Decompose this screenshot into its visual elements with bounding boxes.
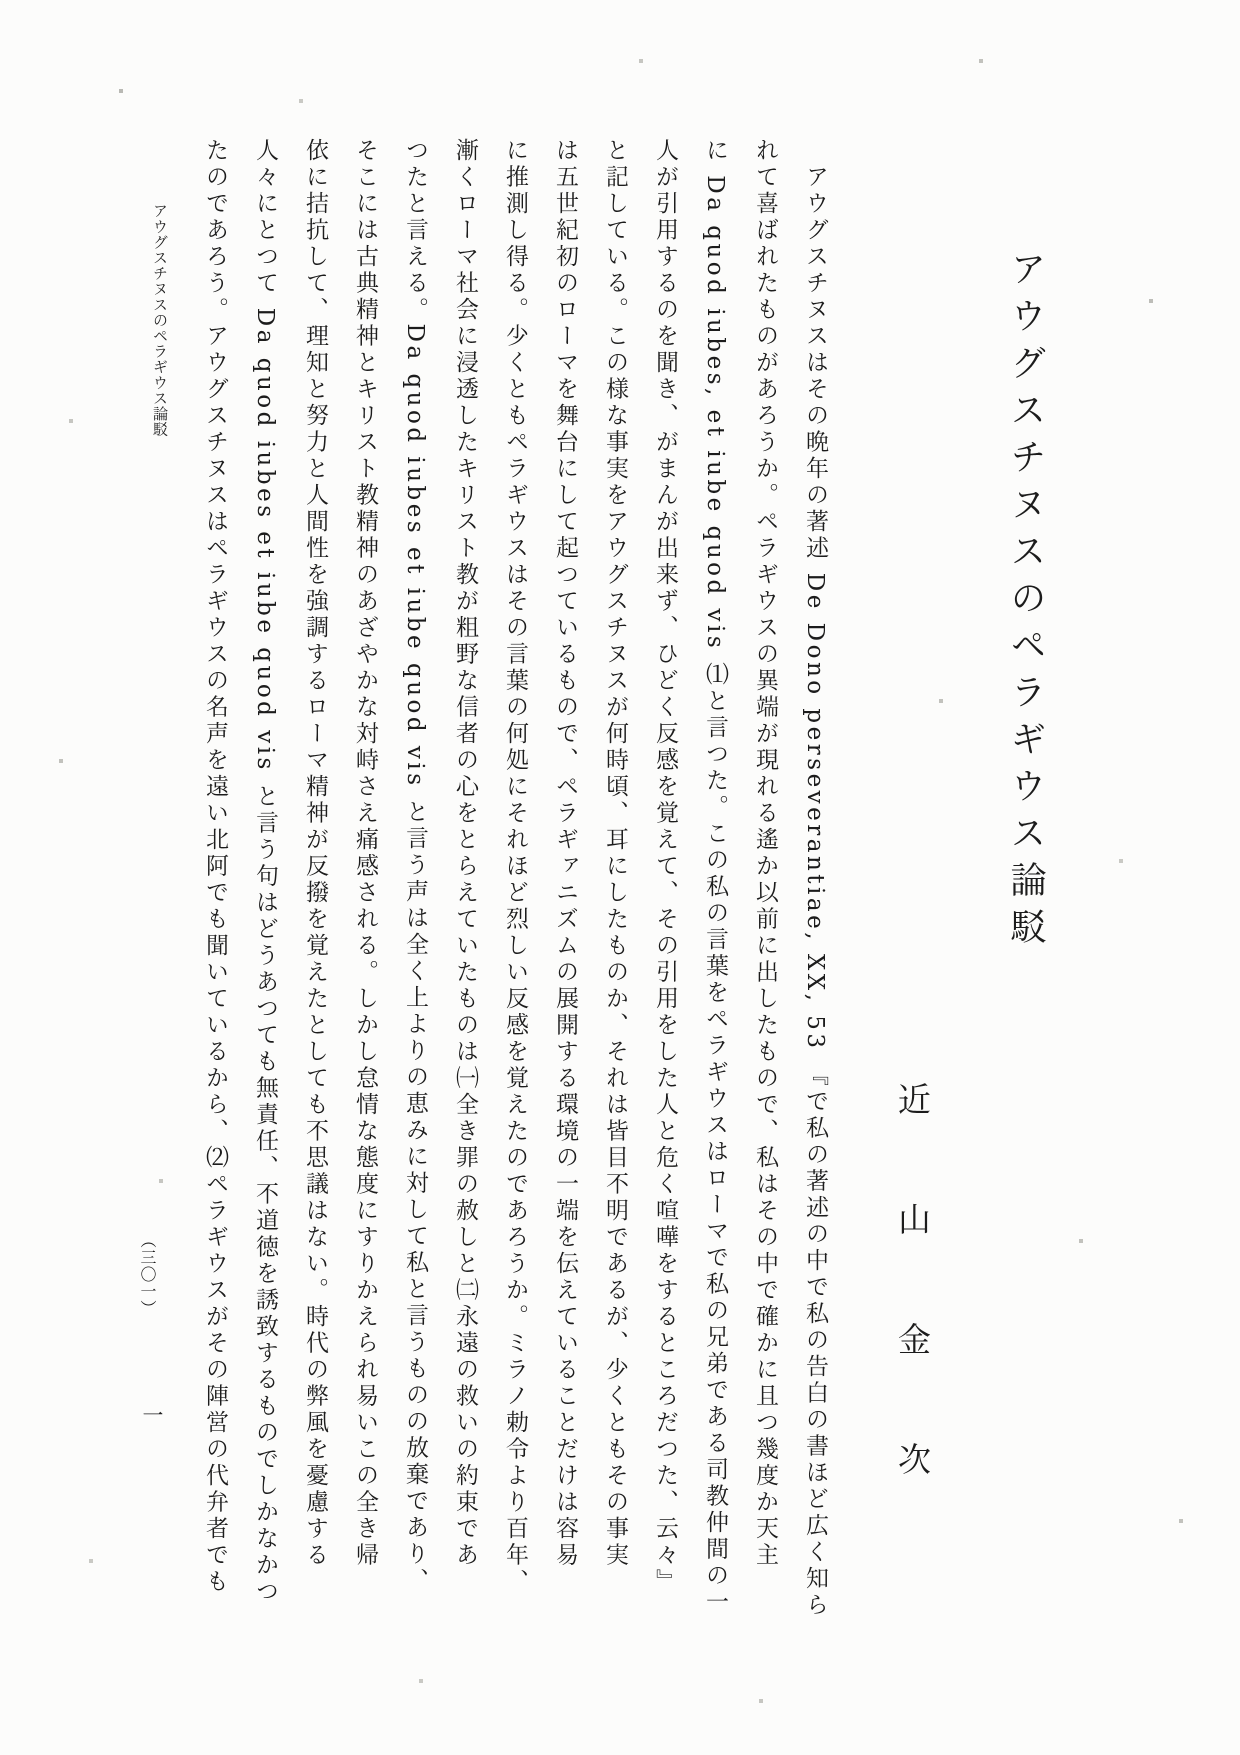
author-name: 近山金次 bbox=[893, 1082, 932, 1562]
text-column: に推測し得る。少くともペラギウスはその言葉の何処にそれほど烈しい反感を覚えたのであろうか。ミラノ勅令より百年、 bbox=[502, 138, 528, 1596]
text-column: そこには古典精神とキリスト教精神のあざやかな対峙さえ痛感される。しかし怠情な態度にすりかえられ易いこの全き帰 bbox=[352, 138, 378, 1569]
page-number: 一 bbox=[140, 1404, 164, 1425]
text-column: 人が引用するのを聞き、がまんが出来ず、ひどく反感を覚えて、その引用をした人と危く喧嘩をするところだつた、云々』 bbox=[652, 138, 678, 1596]
text-column: たのであろう。アウグスチヌスはペラギウスの名声を遠い北阿でも聞いているから、⑵ペラギウスがその陣営の代弁者でも bbox=[202, 138, 228, 1596]
text-column: 依に拮抗して、理知と努力と人間性を強調するローマ精神が反撥を覚えたとしても不思議はない。時代の弊風を憂慮する bbox=[302, 138, 328, 1569]
text-column: つたと言える。Da quod iubes et iube quod vis と言う声は全く上よりの恵みに対して私と言うものの放棄であり、 bbox=[402, 138, 428, 1595]
text-column: れて喜ばれたものがあろうか。ペラギウスの異端が現れる遙か以前に出したもので、私はその中で確かに且つ幾度か天主 bbox=[752, 138, 778, 1569]
text-column: 人々にとつて Da quod iubes et iube quod vis と言う句はどうあつても無責任、不道徳を誘致するものでしかなかつ bbox=[252, 138, 278, 1606]
article-body bbox=[190, 138, 840, 1628]
text-column: 漸くローマ社会に浸透したキリスト教が粗野な信者の心をとらえていたものは㈠全き罪の赦しと㈡永遠の救いの約束であ bbox=[452, 138, 478, 1569]
article-title: アウグスチヌスのペラギウス論駁 bbox=[1005, 250, 1046, 955]
scan-noise bbox=[0, 0, 2, 2]
text-column: アウグスチヌスはその晩年の著述 De Dono perseverantiae, XX, 53 『で私の著述の中で私の告白の書ほど広く知ら bbox=[802, 138, 828, 1619]
running-header: アウグスチヌスのペラギウス論駁 bbox=[151, 203, 169, 437]
text-column: と記している。この様な事実をアウグスチヌスが何時頃、耳にしたものか、それは皆目不明であるが、少くともその事実 bbox=[602, 138, 628, 1569]
text-column: に Da quod iubes, et iube quod vis ⑴と言つた。この私の言葉をペラギウスはローマで私の兄弟である司教仲間の一 bbox=[702, 138, 728, 1616]
text-column: は五世紀初のローマを舞台にして起つているもので、ペラギァニズムの展開する環境の一端を伝えていることだけは容易 bbox=[552, 138, 578, 1569]
volume-page-label: （三〇一） bbox=[138, 1232, 157, 1317]
